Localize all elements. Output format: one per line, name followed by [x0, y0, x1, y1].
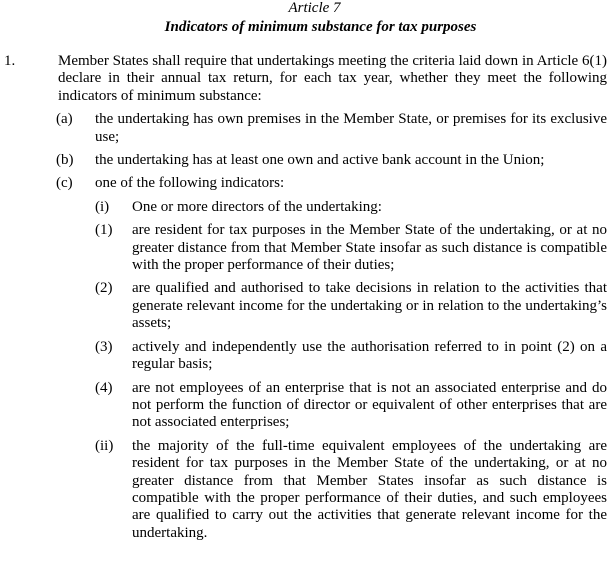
indent-label: (1)	[95, 222, 113, 239]
subpoint-label: (i)	[95, 198, 110, 215]
subpoint-i	[4, 199, 607, 216]
point-label: (a)	[56, 111, 73, 128]
point-text: the undertaking has own premises in the Member State, or premises for its exclusive use;	[95, 111, 607, 145]
article-number: Article 7	[288, 0, 341, 16]
indent-text: are not employees of an enterprise that is not an associated enterprise and do not perform the function of director or equivalent of other enterprises that are not associated enterprises;	[132, 379, 607, 431]
point-text: the undertaking has at least one own and active bank account in the Union;	[95, 152, 545, 169]
indent-text: actively and independently use the authorisation referred to in point (2) on a regular basis;	[132, 338, 607, 373]
subpoint-ii	[4, 438, 607, 542]
indent-3	[4, 339, 607, 374]
point-c	[4, 175, 607, 192]
indent-text: are resident for tax purposes in the Member State of the undertaking, or at no greater distance from that Member State insofar as such distance is compatible with the proper performance of their duties;	[132, 222, 607, 274]
paragraph-text: Member States shall require that undertakings meeting the criteria laid down in Article 6(1) declare in their annual tax return, for each tax year, whether they meet the following indicators of minimum substance:	[58, 53, 607, 104]
indent-label: (4)	[95, 379, 113, 396]
indent-label: (3)	[95, 338, 113, 355]
paragraph-1	[4, 53, 607, 105]
indent-label: (2)	[95, 280, 113, 297]
indent-4	[4, 380, 607, 432]
indent-text: are qualified and authorised to take decisions in relation to the activities that generate relevant income for the undertaking or in relation to the undertaking’s assets;	[132, 280, 607, 332]
subpoint-text: the majority of the full-time equivalent employees of the undertaking are resident for tax purposes in the Member State of the undertaking, or at no greater distance from that Member States insofar as such distance is compatible with the proper performance of their duties, and such employees are qualified to carry out the activities that generate relevant income for the undertaking.	[132, 437, 607, 541]
point-b	[4, 152, 607, 169]
point-label: (b)	[56, 152, 74, 169]
paragraph-number: 1.	[4, 53, 16, 69]
point-text: one of the following indicators:	[95, 175, 285, 192]
subpoint-label: (ii)	[95, 437, 114, 454]
article-title: Indicators of minimum substance for tax purposes	[164, 19, 477, 35]
indent-1	[4, 222, 607, 274]
point-a	[4, 111, 607, 146]
indent-2	[4, 280, 607, 332]
point-label: (c)	[56, 175, 73, 192]
subpoint-text: One or more directors of the undertaking:	[132, 198, 382, 215]
